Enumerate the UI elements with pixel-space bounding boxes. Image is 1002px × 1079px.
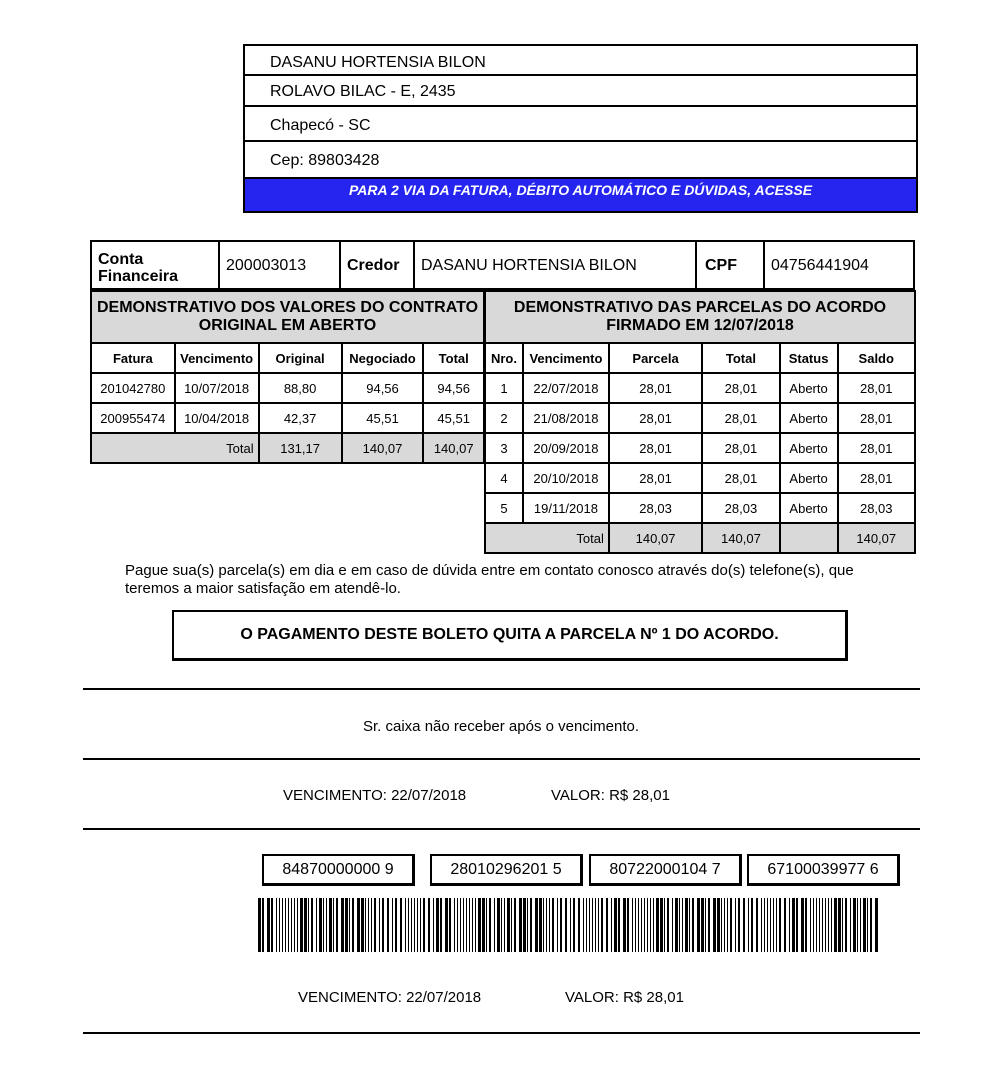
barcode-bar — [395, 898, 397, 952]
barcode-bar — [853, 898, 856, 952]
barcode-bar — [822, 898, 823, 952]
barcode-bar — [539, 898, 542, 952]
address-block — [243, 44, 918, 213]
barcode-bar — [382, 898, 384, 952]
barcode-bar — [796, 898, 798, 952]
barcode-bar — [408, 898, 409, 952]
col-status: Status — [780, 343, 838, 373]
barcode-bar — [428, 898, 430, 952]
barcode-bar — [400, 898, 402, 952]
barcode-bar — [560, 898, 562, 952]
barcode-bar — [764, 898, 765, 952]
barcode-bar — [578, 898, 580, 952]
barcode-bar — [618, 898, 620, 952]
barcode-bar — [326, 898, 327, 952]
barcode-bar — [478, 898, 481, 952]
barcode-bar — [623, 898, 626, 952]
credor-value: DASANU HORTENSIA BILON — [413, 240, 697, 290]
payment-message: Pague sua(s) parcela(s) em dia e em caso de dúvida entre em contato conosco através do(s) telefone(s), que teremos a maior satisfação em atendê-lo. — [125, 562, 854, 597]
barcode-bar — [724, 898, 725, 952]
barcode-bar — [850, 898, 851, 952]
barcode-bar — [601, 898, 603, 952]
barcode-bar — [730, 898, 732, 952]
barcode-bar — [466, 898, 467, 952]
barcode-bar — [349, 898, 350, 952]
barcode-bar — [504, 898, 505, 952]
barcode-bar — [552, 898, 554, 952]
barcode-bar — [379, 898, 380, 952]
barcode-bar — [417, 898, 418, 952]
barcode-bar — [738, 898, 740, 952]
barcode-bar — [656, 898, 659, 952]
barcode-bar — [463, 898, 464, 952]
barcode-bar — [436, 898, 439, 952]
due-date-bottom: VENCIMENTO: 22/07/2018 — [298, 989, 482, 1006]
table-row: 3 20/09/2018 28,01 28,01 Aberto 28,01 — [485, 433, 915, 463]
barcode-bar — [761, 898, 762, 952]
col-total: Total — [423, 343, 484, 373]
barcode-bar — [735, 898, 736, 952]
barcode-bar — [262, 898, 264, 952]
barcode-line-4: 67100039977 6 — [747, 854, 900, 886]
barcode-bar — [333, 898, 334, 952]
barcode-bar — [258, 898, 261, 952]
barcode-bar — [816, 898, 817, 952]
barcode-bar — [368, 898, 369, 952]
barcode-bar — [727, 898, 728, 952]
barcode-bar — [767, 898, 768, 952]
barcode-bar — [475, 898, 476, 952]
col-fatura: Fatura — [91, 343, 175, 373]
barcode-bar — [460, 898, 461, 952]
barcode-bar — [773, 898, 774, 952]
barcode-bar — [543, 898, 544, 952]
recipient-name: DASANU HORTENSIA BILON — [245, 46, 916, 76]
barcode-bar — [392, 898, 393, 952]
barcode-bar — [546, 898, 547, 952]
barcode-bar — [497, 898, 500, 952]
col-total: Total — [702, 343, 779, 373]
barcode-icon — [258, 898, 883, 952]
divider — [83, 688, 920, 690]
barcode-bar — [387, 898, 389, 952]
amount-bottom: VALOR: R$ 28,01 — [565, 989, 684, 1006]
barcode-bar — [291, 898, 292, 952]
barcode-bar — [489, 898, 491, 952]
total-label: Total — [91, 433, 259, 463]
quit-notice: O PAGAMENTO DESTE BOLETO QUITA A PARCELA Nº 1 DO ACORDO. — [172, 610, 848, 661]
barcode-bar — [776, 898, 777, 952]
totals-row: Total 131,17 140,07 140,07 — [91, 433, 484, 463]
barcode-bar — [748, 898, 749, 952]
barcode-bar — [583, 898, 584, 952]
barcode-bar — [449, 898, 451, 952]
barcode-bar — [627, 898, 629, 952]
table-row: 4 20/10/2018 28,01 28,01 Aberto 28,01 — [485, 463, 915, 493]
barcode-bar — [857, 898, 858, 952]
barcode-bar — [867, 898, 868, 952]
barcode-bar — [870, 898, 872, 952]
col-vencimento: Vencimento — [175, 343, 259, 373]
barcode-bar — [810, 898, 811, 952]
barcode-bar — [454, 898, 455, 952]
barcode-bar — [267, 898, 270, 952]
barcode-bar — [573, 898, 575, 952]
original-contract-table — [90, 290, 485, 464]
recipient-city: Chapecó - SC — [245, 107, 916, 142]
barcode-bar — [336, 898, 338, 952]
barcode-bar — [875, 898, 878, 952]
barcode-bar — [570, 898, 571, 952]
barcode-bar — [420, 898, 421, 952]
barcode-bar — [494, 898, 495, 952]
barcode-bar — [697, 898, 700, 952]
barcode-bar — [405, 898, 406, 952]
total-label: Total — [485, 523, 609, 553]
barcode-bar — [345, 898, 348, 952]
cpf-value: 04756441904 — [763, 240, 915, 290]
barcode-bar — [701, 898, 704, 952]
barcode-bar — [779, 898, 781, 952]
barcode-bar — [527, 898, 528, 952]
barcode-bar — [842, 898, 843, 952]
barcode-bar — [423, 898, 425, 952]
barcode-bar — [311, 898, 313, 952]
barcode-bar — [611, 898, 612, 952]
barcode-bar — [308, 898, 309, 952]
col-original: Original — [259, 343, 342, 373]
barcode-bar — [329, 898, 332, 952]
col-nro: Nro. — [485, 343, 523, 373]
barcode-bar — [845, 898, 847, 952]
barcode-bar — [414, 898, 415, 952]
barcode-bar — [472, 898, 473, 952]
barcode-bar — [276, 898, 277, 952]
barcode-bar — [792, 898, 795, 952]
barcode-bar — [635, 898, 636, 952]
barcode-bar — [743, 898, 745, 952]
barcode-bar — [530, 898, 532, 952]
barcode-bar — [614, 898, 617, 952]
barcode-bar — [411, 898, 412, 952]
col-saldo: Saldo — [838, 343, 916, 373]
barcode-bar — [519, 898, 522, 952]
barcode-bar — [586, 898, 587, 952]
barcode-bar — [831, 898, 832, 952]
barcode-bar — [825, 898, 826, 952]
barcode-bar — [647, 898, 648, 952]
barcode-bar — [304, 898, 307, 952]
barcode-bar — [557, 898, 558, 952]
barcode-bar — [595, 898, 596, 952]
col-vencimento: Vencimento — [523, 343, 609, 373]
barcode-bar — [770, 898, 771, 952]
barcode-bar — [689, 898, 690, 952]
barcode-bar — [679, 898, 680, 952]
credor-label: Credor — [339, 240, 415, 290]
barcode-bar — [653, 898, 654, 952]
barcode-bar — [838, 898, 841, 952]
barcode-bar — [352, 898, 354, 952]
barcode-bar — [751, 898, 753, 952]
barcode-bar — [507, 898, 510, 952]
barcode-bar — [279, 898, 280, 952]
barcode-bar — [440, 898, 442, 952]
conta-financeira-label: Conta Financeira — [90, 240, 220, 290]
recipient-street: ROLAVO BILAC - E, 2435 — [245, 76, 916, 107]
barcode-bar — [606, 898, 608, 952]
barcode-bar — [589, 898, 590, 952]
barcode-bar — [784, 898, 786, 952]
col-negociado: Negociado — [342, 343, 424, 373]
table-row: 2 21/08/2018 28,01 28,01 Aberto 28,01 — [485, 403, 915, 433]
barcode-bar — [469, 898, 470, 952]
barcode-bar — [294, 898, 295, 952]
barcode-bar — [805, 898, 807, 952]
barcode-bar — [717, 898, 720, 952]
barcode-bar — [316, 898, 317, 952]
barcode-line-2: 28010296201 5 — [430, 854, 583, 886]
barcode-bar — [860, 898, 861, 952]
barcode-bar — [756, 898, 758, 952]
info-banner: PARA 2 VIA DA FATURA, DÉBITO AUTOMÁTICO E DÚVIDAS, ACESSE — [245, 177, 916, 211]
barcode-bar — [501, 898, 502, 952]
amount: VALOR: R$ 28,01 — [551, 787, 670, 804]
original-table-title: DEMONSTRATIVO DOS VALORES DO CONTRATO ORIGINAL EM ABERTO — [91, 291, 484, 343]
barcode-bar — [565, 898, 567, 952]
divider — [83, 758, 920, 760]
barcode-bar — [285, 898, 286, 952]
agreement-table-title: DEMONSTRATIVO DAS PARCELAS DO ACORDO FIRMADO EM 12/07/2018 — [485, 291, 915, 343]
barcode-bar — [271, 898, 273, 952]
barcode-bar — [834, 898, 837, 952]
barcode-bar — [361, 898, 364, 952]
cpf-label: CPF — [695, 240, 765, 290]
barcode-bar — [692, 898, 694, 952]
barcode-bar — [511, 898, 512, 952]
barcode-bar — [288, 898, 289, 952]
conta-financeira-value: 200003013 — [218, 240, 341, 290]
barcode-bar — [433, 898, 434, 952]
barcode-bar — [708, 898, 710, 952]
account-row — [90, 240, 915, 290]
barcode-bar — [482, 898, 485, 952]
totals-row: Total 140,07 140,07 140,07 — [485, 523, 915, 553]
barcode-bar — [682, 898, 683, 952]
barcode-bar — [374, 898, 376, 952]
recipient-cep: Cep: 89803428 — [270, 152, 380, 169]
barcode-bar — [632, 898, 633, 952]
barcode-bar — [819, 898, 820, 952]
caixa-notice: Sr. caixa não receber após o vencimento. — [363, 718, 639, 735]
barcode-bar — [457, 898, 458, 952]
col-parcela: Parcela — [609, 343, 702, 373]
barcode-bar — [341, 898, 344, 952]
barcode-bar — [549, 898, 550, 952]
table-row: 200955474 10/04/2018 42,37 45,51 45,51 — [91, 403, 484, 433]
barcode-bar — [667, 898, 669, 952]
barcode-bar — [644, 898, 645, 952]
due-date: VENCIMENTO: 22/07/2018 — [283, 787, 467, 804]
barcode-bar — [813, 898, 814, 952]
barcode-bar — [371, 898, 372, 952]
barcode-bar — [664, 898, 665, 952]
table-row: 1 22/07/2018 28,01 28,01 Aberto 28,01 — [485, 373, 915, 403]
barcode-bar — [319, 898, 322, 952]
barcode-bar — [672, 898, 673, 952]
barcode-bar — [365, 898, 366, 952]
barcode-bar — [721, 898, 722, 952]
barcode-bar — [523, 898, 526, 952]
barcode-bar — [300, 898, 303, 952]
barcode-line-3: 80722000104 7 — [589, 854, 742, 886]
divider — [83, 1032, 920, 1034]
barcode-bar — [638, 898, 639, 952]
barcode-bar — [445, 898, 448, 952]
barcode-bar — [641, 898, 642, 952]
barcode-bar — [357, 898, 360, 952]
barcode-bar — [863, 898, 866, 952]
barcode-bar — [789, 898, 790, 952]
barcode-bar — [685, 898, 688, 952]
barcode-bar — [592, 898, 593, 952]
barcode-bar — [675, 898, 678, 952]
barcode-bar — [705, 898, 706, 952]
barcode-bar — [323, 898, 324, 952]
barcode-bar — [282, 898, 283, 952]
barcode-bar — [598, 898, 599, 952]
barcode-line-1: 84870000000 9 — [262, 854, 415, 886]
barcode-bar — [297, 898, 298, 952]
barcode-bar — [801, 898, 804, 952]
barcode-bar — [828, 898, 829, 952]
barcode-bar — [486, 898, 487, 952]
barcode-bar — [514, 898, 516, 952]
agreement-installments-table — [484, 290, 916, 554]
barcode-bar — [650, 898, 651, 952]
barcode-bar — [535, 898, 538, 952]
barcode-bar — [660, 898, 663, 952]
table-row: 5 19/11/2018 28,03 28,03 Aberto 28,03 — [485, 493, 915, 523]
table-row: 201042780 10/07/2018 88,80 94,56 94,56 — [91, 373, 484, 403]
barcode-bar — [713, 898, 716, 952]
divider — [83, 828, 920, 830]
